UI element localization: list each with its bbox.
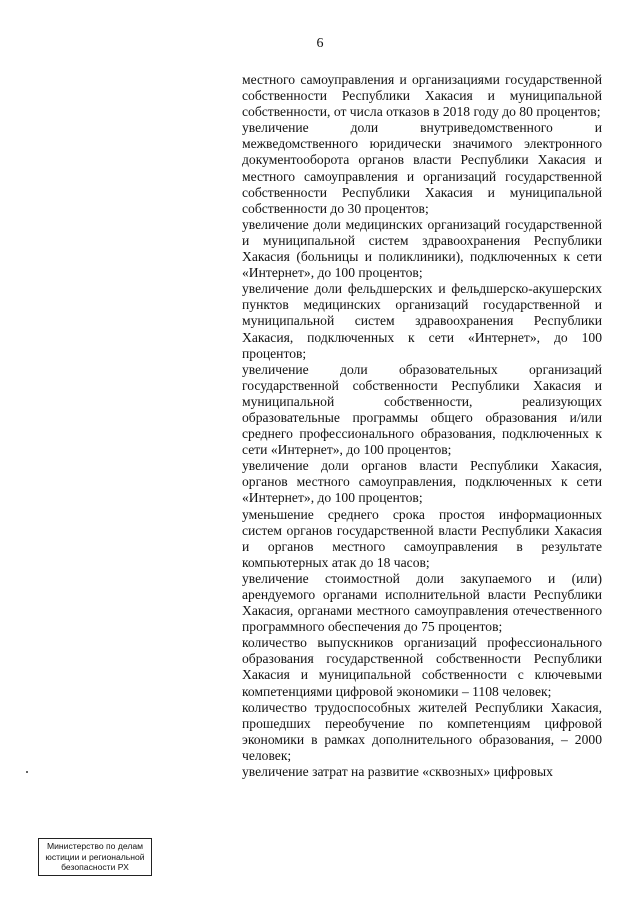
page-number: 6 (316, 36, 324, 51)
paragraph-7: уменьшение среднего срока простоя информационных систем органов государственной власти Республики Хакасия и органов местного самоуправления в результате компьютерных атак до 18 часов; (242, 506, 602, 570)
stamp-line-3: безопасности РХ (61, 862, 129, 872)
paragraph-1: местного самоуправления и организациями государственной собственности Республики Хакасия и муниципальной собственности, от числа отказов в 2018 году до 80 процентов; (242, 72, 602, 120)
paragraph-11: увеличение затрат на развитие «сквозных» цифровых (242, 764, 553, 780)
paragraph-9: количество выпускников организаций профессионального образования государственной собственности Республики Хакасия и муниципальной собственности с ключевыми компетенциями цифровой экономики – 1108 человек; (242, 635, 602, 699)
stamp-line-2: юстиции и региональной (45, 851, 145, 862)
document-body (242, 72, 602, 780)
paragraph-8: увеличение стоимостной доли закупаемого и (или) арендуемого органами исполнительной власти Республики Хакасия, органами местного самоуправления отечественного программного обеспечения до 75 процентов; (242, 570, 602, 635)
stamp-line-1: Министерство по делам (46, 841, 144, 851)
scan-speck (26, 771, 28, 773)
paragraph-10: количество трудоспособных жителей Республики Хакасия, прошедших переобучение по компетенциям цифровой экономики в рамках дополнительного образования, – 2000 человек; (242, 699, 602, 763)
paragraph-6: увеличение доли органов власти Республики Хакасия, органов местного самоуправления, подключенных к сети «Интернет», до 100 процентов; (242, 458, 602, 506)
paragraph-4: увеличение доли фельдшерских и фельдшерско-акушерских пунктов медицинских организаций государственной и муниципальной систем здравоохранения Республики Хакасия, подключенных к сети «Интернет», до 100 процентов; (242, 281, 602, 361)
paragraph-3: увеличение доли медицинских организаций государственной и муниципальной систем здравоохранения Республики Хакасия (больницы и поликлиники), подключенных к сети «Интернет», до 100 процентов; (242, 216, 602, 281)
paragraph-5: увеличение доли образовательных организаций государственной собственности Республики Хакасия и муниципальной собственности, реализующих образовательные программы общего образования и/или среднего профессионального образования, подключенных к сети «Интернет», до 100 процентов; (242, 361, 602, 458)
ministry-stamp (38, 838, 152, 876)
paragraph-2: увеличение доли внутриведомственного и межведомственного юридически значимого электронного документооборота органов власти Республики Хакасия и местного самоуправления и организаций государственной собственности Республики Хакасия и муниципальной собственности до 30 процентов; (242, 120, 602, 216)
